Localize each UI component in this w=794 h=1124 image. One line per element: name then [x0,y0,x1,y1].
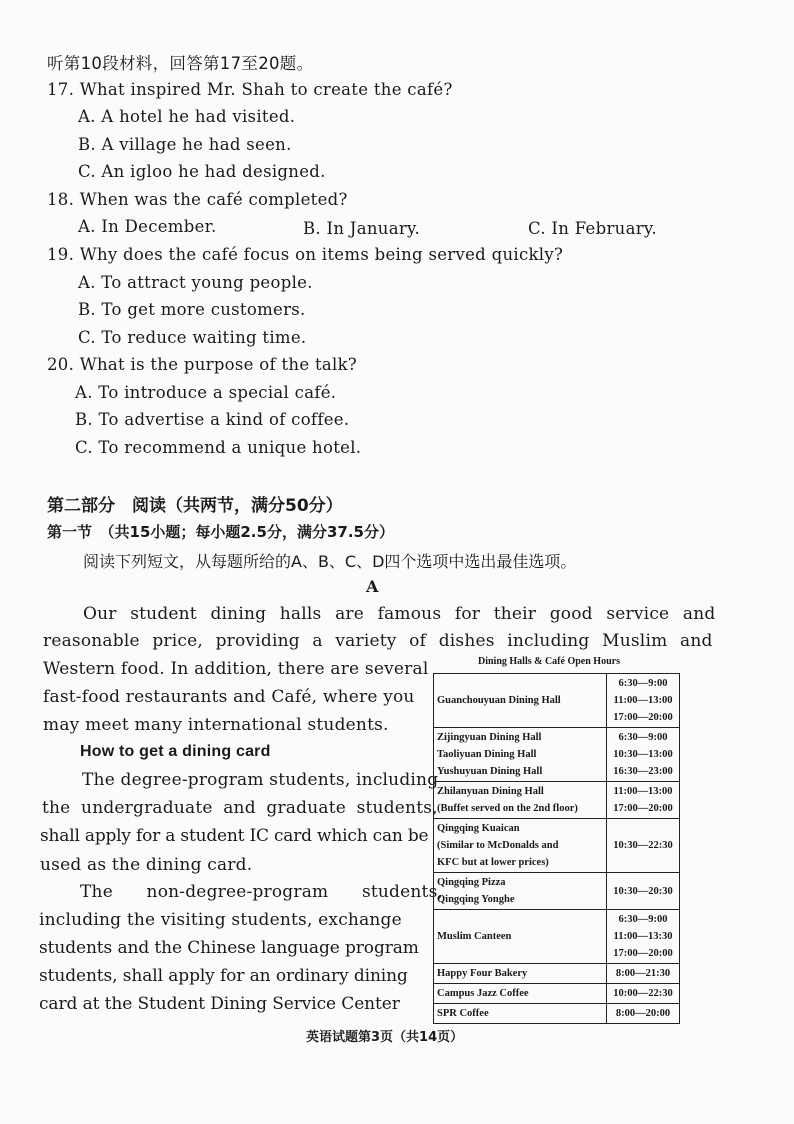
question-20 [47,355,357,374]
venue-name: Yushuyuan Dining Hall [437,766,543,777]
venue-note: (Similar to McDonalds and [437,840,559,851]
open-hours-table [433,673,680,1024]
passage-line: reasonable price, providing a variety of dishes including Muslim and [43,631,713,651]
open-time: 6:30—9:00 [618,914,668,925]
open-time: 16:30—23:00 [613,766,673,777]
option: B. A village he had seen. [78,135,292,154]
open-time: 10:00—22:30 [613,988,673,999]
table-row [434,964,680,984]
passage-line: students and the Chinese language program [39,938,419,958]
option: B. To advertise a kind of coffee. [75,410,350,429]
passage-line: may meet many international students. [43,715,389,735]
question-text: Why does the café focus on items being served quickly? [79,245,564,264]
option: C. To reduce waiting time. [78,328,307,347]
question-text: What is the purpose of the talk? [79,355,358,374]
option: A. A hotel he had visited. [78,107,296,126]
open-time: 6:30—9:00 [618,678,668,689]
venue-name: Qingqing Yonghe [437,894,515,905]
venue-name: Zhilanyuan Dining Hall [437,786,544,797]
option: A. To introduce a special café. [75,383,337,402]
instruction: 阅读下列短文，从每题所给的A、B、C、D四个选项中选出最佳选项。 [83,552,577,571]
open-time: 11:00—13:00 [613,695,673,706]
table-row [434,1004,680,1024]
section1-title: 第一节 （共15小题；每小题2.5分，满分37.5分） [47,523,394,541]
open-time: 10:30—13:00 [613,749,673,760]
passage-line: including the visiting students, exchange [39,910,402,930]
passage-line: The degree-program students, including [82,770,439,790]
question-number: 20. [47,355,75,374]
table-row [434,873,680,910]
question-18 [47,190,348,209]
section-heading: How to get a dining card [80,743,271,760]
option: C. To recommend a unique hotel. [75,438,362,457]
question-number: 17. [47,80,75,99]
venue-name: Zijingyuan Dining Hall [437,732,542,743]
open-time: 6:30—9:00 [618,732,668,743]
table-row [434,910,680,964]
open-time: 17:00—20:00 [613,712,673,723]
passage-line: Our student dining halls are famous for their good service and [83,604,716,624]
open-time: 8:00—20:00 [615,1008,671,1019]
passage-line: fast-food restaurants and Café, where you [43,687,415,707]
question-19 [47,245,563,264]
venue-name: Campus Jazz Coffee [437,988,529,999]
open-time: 10:30—20:30 [613,885,673,897]
open-time: 10:30—22:30 [613,840,673,851]
venue-name: SPR Coffee [437,1008,489,1019]
option: B. To get more customers. [78,300,306,319]
passage-line: students, shall apply for an ordinary dining [39,966,408,986]
passage-line: Western food. In addition, there are several [43,659,429,679]
venue-name: Muslim Canteen [437,931,512,942]
venue-name: Guanchouyuan Dining Hall [437,695,561,706]
venue-name: Taoliyuan Dining Hall [437,749,537,760]
question-17 [47,80,453,99]
question-text: What inspired Mr. Shah to create the café? [79,80,453,99]
passage-line: The non-degree-program students, [80,882,444,902]
passage-line: shall apply for a student IC card which can be [40,826,429,846]
open-time: 11:00—13:00 [613,786,673,797]
passage-label: A [366,577,379,596]
question-text: When was the café completed? [79,190,348,209]
option: C. In February. [528,219,657,238]
table-row [434,674,680,728]
open-time: 17:00—20:00 [613,803,673,814]
passage-line: used as the dining card. [40,855,253,875]
option: A. To attract young people. [78,273,313,292]
option: B. In January. [303,219,421,238]
table-row [434,984,680,1004]
table-caption: Dining Halls & Café Open Hours [478,656,620,667]
passage-line: card at the Student Dining Service Center [39,994,400,1014]
open-time: 8:00—21:30 [615,968,671,979]
table-row [434,782,680,819]
venue-note: KFC but at lower prices) [437,857,549,868]
table-row [434,819,680,873]
option: A. In December. [78,217,217,236]
table-row [434,728,680,782]
venue-name: Qingqing Kuaican [437,823,520,834]
venue-name: Happy Four Bakery [437,968,528,979]
venue-note: (Buffet served on the 2nd floor) [437,803,578,814]
page-footer: 英语试题第3页（共14页） [306,1030,464,1045]
passage-line: the undergraduate and graduate students, [42,798,438,818]
listening-intro: 听第10段材料，回答第17至20题。 [47,54,314,73]
option: C. An igloo he had designed. [78,162,326,181]
question-number: 18. [47,190,75,209]
venue-name: Qingqing Pizza [437,877,506,888]
open-time: 11:00—13:30 [613,931,673,942]
part2-title: 第二部分 阅读（共两节，满分50分） [47,496,343,516]
open-time: 17:00—20:00 [613,948,673,959]
question-number: 19. [47,245,75,264]
